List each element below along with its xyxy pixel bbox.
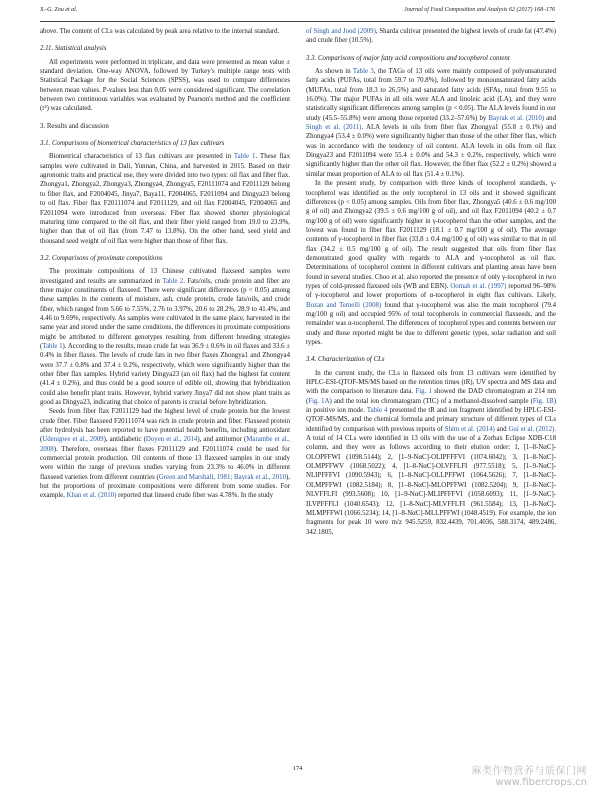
page-number: 174 <box>292 765 303 772</box>
text-span: ). Therefore, overseas fiber flaxes F2011129 and F20111074 could be used for commercial protein production. Oil contents of those 13 flaxseed samples in our study were within the range of previous studies varying from 23.3% to 46.0% in different flaxseed varieties from different countries ( <box>40 445 290 481</box>
text-span: ). According to the results, mean crude fat was 36.9 ± 0.6% in oil flaxes and 33.6 ± 0.4% in fiber flaxes. The levels of crude fats in two fiber flaxes Zhongya1 and Zhongya4 were 37.7 ± 0.8% and 37.4 ± 0.2%, respectively, which were significantly higher than the other fiber flax samples. Hybrid variety Dingya23 (an oil flax) had the highest fat content (41.4 ± 0.2%), and thus could be a good source of edible oil, showing that hybridization could also benefit plant traits. However, hybrid variety Jinya7 did not show plant traits as good as Dingya23, indicating that choice of parents is crucial before hybridization. <box>40 342 290 407</box>
citation-link[interactable]: Bayrak et al. (2010) <box>488 114 545 122</box>
table-4-link[interactable]: Table 4 <box>366 407 388 415</box>
table-2-link[interactable]: Table 2 <box>162 277 184 285</box>
paragraph-statistical-analysis: All experiments were performed in triplicate, and data were presented as mean value ± standard deviation. One-way ANOVA, followed by Turkey's multiple range tests with Statistical Package for the Social Sciences (SPSS), was used to compare differences between mean values. P-values less than 0.05 were considered significant. The correlation between two continuous variables was evaluated by Pearson's method and the coefficient (r²) was calculated. <box>40 58 290 113</box>
paragraph-proximate-b <box>40 407 290 500</box>
text-span: ) in positive ion mode. <box>306 397 556 415</box>
text-span: The proximate compositions of 13 Chinese cultivated flaxseed samples were investigated and results are summarized in <box>40 268 290 285</box>
text-span: ), but the proportions of proximate compositions were different from some studies. For example, <box>40 473 290 500</box>
citation-link[interactable]: of Singh and Jood (2009) <box>306 28 376 35</box>
citation-link[interactable]: Shim et al. (2014) <box>444 425 495 433</box>
citation-link[interactable]: Gui et al. (2012) <box>508 425 555 433</box>
text-span: reported 96–98% of γ-tocopherol and lower proportions of α-tocopherol in eight flax cultivars. Likely, <box>306 282 556 300</box>
text-span: found that γ-tocopherol was also the main tocopherol (79.4 mg/100 g oil) and occupied 95% of total tocopherols in commercial flaxseeds, and the remainder was α-tocopherol. The differences of tocopherol types and contents between our study and those reported might be due to different genetic types, solar radiation and soil types. <box>306 301 556 346</box>
figure-1-link[interactable]: Fig. 1 <box>415 388 432 396</box>
text-span: . A total of 14 CLs were identified in 13 oils with the use of a Zorbax Eclipse XDB-C18 column, and they were as follows according to their elution order: 1, [1–8-NαC]-OLOPFFWI (1098.5144); 2, [1–9-NαC]-OLIPFFFVI (1074.6042); 3, [1–8-NαC]-OLMPFFWV (1068.5022); 4, [1–8-NαC]-OLVFFLFI (977.5518); 5, [1–9-NαC]-NLIPFFFVI (1090.5943); 6, [1–8-NαC]-OLLPFFWI (1064.5626); 7, [1–8-NαC]-OLMPFFWI (1082.5184); 8, [1–8-NαC]-MLOPFFWI (1082.5204); 9, [1–8-NαC]-NLVFFLFI (993.5608); 10, [1–9-NαC]-MLIPFFFVI (1058.6093); 11, [1–9-NαC]-ILVPFFFLI (1040.6543); 12, [1–8-NαC]-MLVFFLFI (961.5584); 13, [1–8-NαC]-MLMPFFWI (1066.5234); 14, [1–8-NαC]-MLLPFFWI (1048.4519). For example, the ion fragments for peak 10 were m/z 945.5259, 832.4439, 701.4036, 588.3174, 489.2486, 342.1805, <box>306 425 556 536</box>
table-1-link[interactable]: Table 1 <box>42 342 63 350</box>
citation-link[interactable]: Udenigwe et al., 2009 <box>42 436 104 444</box>
watermark <box>472 766 588 788</box>
text-span: Seeds from fiber flax F2011129 had the highest level of crude protein but the lowest crude fiber. Fiber flaxseed F20111074 was rich in crude protein and fiber. Flaxseed protein after hydrolysis has been reported to have potential health benefits, including antioxidant ( <box>40 408 290 444</box>
figure-1a-link[interactable]: Fig. 1A <box>308 397 330 405</box>
paragraph-biometrical <box>40 152 290 245</box>
right-column <box>306 27 556 537</box>
text-span: ) and the total ion chromatogram (TIC) of a methanol-dissolved sample ( <box>329 397 533 405</box>
watermark-url: www.fibercrops.cn <box>495 777 587 788</box>
citation-link[interactable]: Marambe et al., 2008 <box>40 436 290 453</box>
text-span: and <box>544 114 556 122</box>
section-heading-3-4: 3.4. Characterization of CLs <box>306 356 385 364</box>
text-span: . ALA levels in oils from fiber flax Zhongya1 (55.8 ± 0.1%) and Zhongya4 (53.4 ± 0.0%) were significantly higher than those of the other fiber flax, which was in accordance with the tendency of oil content. ALA levels in oils from oil flax Dingya23 and F2011094 were 55.4 ± 0.0% and 54.3 ± 0.2%, respectively, which were significantly higher than the other oil flax. However, the fiber flax (52.2 ± 0.2%) showed a similar mean proportion of ALA to oil flax (51.4 ± 0.1%). <box>306 124 557 178</box>
paragraph-proximate-a <box>40 267 290 407</box>
section-heading-3-3: 3.3. Comparisons of major fatty acid compositions and tocopherol content <box>306 54 510 62</box>
citation-link[interactable]: Khan et al. (2010) <box>66 492 117 500</box>
text-span: . These flax samples were cultivated in Dali, Yunnan, China, and harvested in 2015. Based on their agronomic traits and practical use, they were divided into two types: oil flax and fiber flax. Zhongya1, Zhongya2, Zhongya3, Zhongya4, Zhongya5, F20111074 and F2011129 belong to fiber flax, and F2004045, Jinya7, Baya11, F2004065, F2011094 and Dingya23 belong to oil flax. Fiber flax F20111074 and F2011129, and oil flax F2004045, F2004065 and F2011094 were introduced from overseas. Fiber flax showed shorter physiological maturing time compared to the oil flax, and their fiber yield ranged from 19.0 to 23.9%, higher than that of oil flax (from 7.47 to 13.8%). On the other hand, seed yield and thousand seed weight of oil flax were higher than those of fiber flax. <box>40 153 291 245</box>
citation-link[interactable]: Green and Marshall, 1981; Bayrak et al., 2010 <box>158 473 286 481</box>
paragraph-continued <box>306 27 556 46</box>
text-span: , the TAGs of 13 oils were mainly composed of polyunsaturated fatty acids (PUFAs, total from 59.7 to 70.8%), followed by monounsaturated fatty acids (MUFAs, total from 18.3 to 26.5%) and saturated fatty acids (SFAs, total from 9.55 to 16.0%). The major PUFAs in all oils were ALA and linoleic acid (LA), and they were statistically significant differences among samples (p < 0.05). The ALA levels found in our study (45.5–55.8%) were among those reported (33.2–57.6%) by <box>306 68 557 122</box>
table-1-link[interactable]: Table 1 <box>233 153 256 161</box>
text-span: In the current study, the CLs in flaxseed oils from 13 cultivars were identified by HPLC-ESI-QTOF-MS/MS based on the retention times (tR), UV spectra and MS data and with the comparison to literature data. <box>306 369 556 396</box>
section-heading-3-1: 3.1. Comparisons of biometrical characteristics of 13 flax cultivars <box>40 140 225 148</box>
figure-1b-link[interactable]: Fig. 1B <box>532 397 554 405</box>
paragraph-cls <box>306 369 556 537</box>
text-span: presented the tR and ion fragment identified by HPLC-ESI-QTOF-MS/MS, and the chemical formula and primary structure of different types of CLs identified by comparison with previous reports of <box>306 407 557 433</box>
citation-link[interactable]: Singh et al. (2011) <box>306 124 362 132</box>
paragraph-fatty-acids <box>306 67 556 179</box>
paragraph-tocopherol <box>306 179 556 347</box>
text-span: Biometrical characteristics of 13 flax cultivars are presented in <box>49 153 234 161</box>
running-head-authors: X.-G. Zou et al. <box>40 7 78 13</box>
section-heading-2-11: 2.11. Statistical analysis <box>40 45 107 53</box>
section-heading-3-2: 3.2. Comparisons of proximate compositions <box>40 254 163 262</box>
text-span: and <box>494 425 509 433</box>
text-span: reported that linseed crude fiber was 4.78%. In the study <box>116 492 274 500</box>
header-rule <box>40 21 555 22</box>
text-span: In the present study, by comparison with three kinds of tocopherol standards, γ-tocopherol was identified as the only tocopherol in 13 oils and it showed significant differences (p < 0.05) among samples. Oils from fiber flax, Zhongya5 (40.6 ± 0.6 mg/100 g of oil) and Zhongya2 (39.5 ± 0.6 mg/100 g of oil), and oil flax F2011094 (40.2 ± 0.7 mg/100 g of oil) were significantly higher in γ-tocopherol than the other samples, and the lowest was found in fiber flax F2011129 (18.1 ± 0.7 mg/100 g of oil). The average contents of γ-tocopherol in fiber flax (33.8 ± 0.4 mg/100 g of oil) was similar to that in oil flax (34.2 ± 0.5 mg/100 g of oil). The result suggested that oils from fiber flax demonstrated good quality with regards to ALA and γ-tocopherol as oil flax. Determinations of tocopherol content in different cultivars and planting areas have been found in several studies. Choo et al. also reported the presence of only γ-tocopherol in two types of cold-pressed flaxseed oils (WB and EBN). <box>306 180 556 290</box>
citation-link[interactable]: Bozan and Temelli (2008) <box>306 301 382 309</box>
running-head <box>40 7 555 19</box>
text-span: ), antidiabetic ( <box>103 436 146 444</box>
text-span: , Sharda cultivar presented the highest levels of crude fat (47.4%) and crude fiber (10.5%). <box>306 28 556 45</box>
citation-link[interactable]: Doyen et al., 2014 <box>145 436 198 444</box>
paragraph-intro: above. The content of CLs was calculated by peak area relative to the internal standard. <box>40 28 280 35</box>
section-heading-3: 3. Results and discussion <box>40 122 109 130</box>
text-span: ), and antitumor ( <box>197 436 247 444</box>
text-span: showed the DAD chromatogram at 214 nm ( <box>306 388 556 405</box>
text-span: . Fats/oils, crude protein and fiber are three major constituents of flaxseed. There were significant differences (p < 0.05) among these samples in the contents of moisture, ash, crude protein, crude fats/oils, and crude fiber, which ranged from 5.66 to 7.55%, 2.76 to 3.97%, 20.6 to 28.2%, 28.9 to 41.4%, and 4.46 to 9.69%, respectively. As samples were cultivated in the same place, harvested in the same year and stored under the same conditions, the differences in proximate compositions might be attributed to different genotypes resulting from different breeding strategies ( <box>40 277 291 350</box>
table-3-link[interactable]: Table 3 <box>352 68 374 76</box>
citation-link[interactable]: Oomah et al. (1997) <box>450 282 507 290</box>
watermark-site-name: 麻类作物营养与质保门网 <box>471 766 587 777</box>
running-head-journal: Journal of Food Composition and Analysis 62 (2017) 168–176 <box>404 7 555 13</box>
text-span: As shown in <box>315 68 353 76</box>
left-column <box>40 27 290 501</box>
